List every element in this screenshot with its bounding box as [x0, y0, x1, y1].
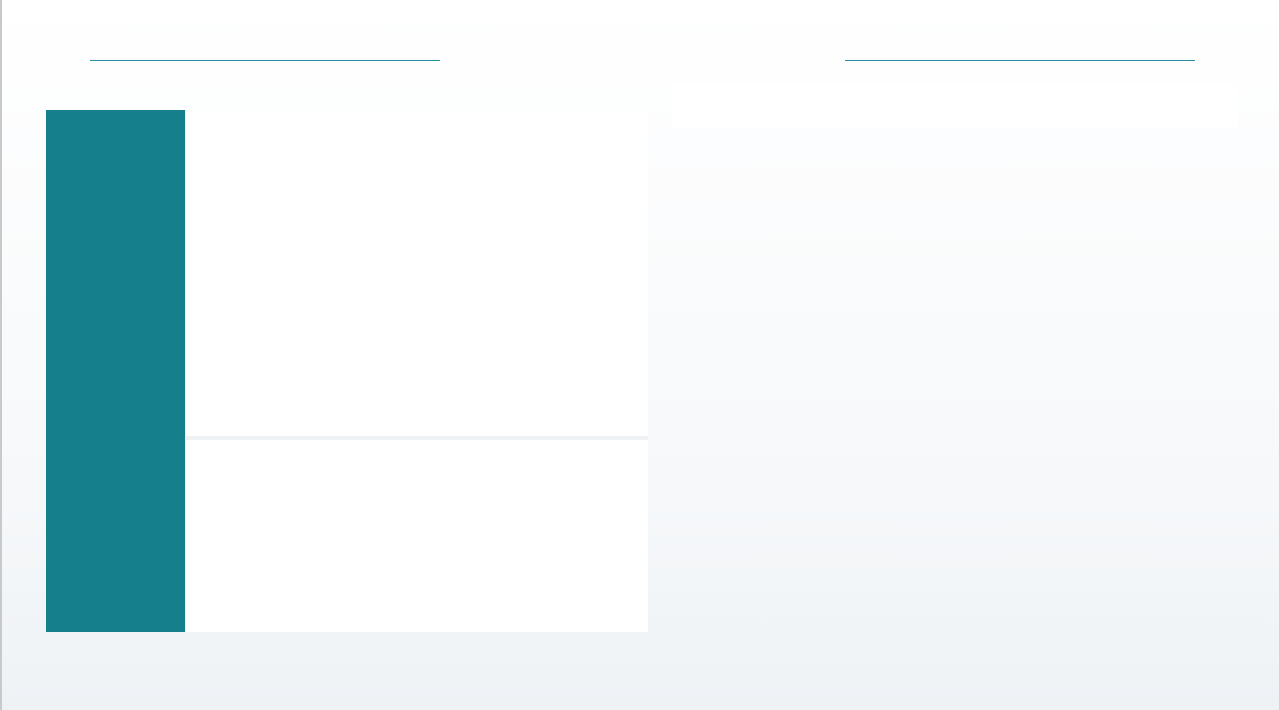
header-param	[848, 85, 1082, 127]
app-screenshot	[46, 110, 648, 632]
gauge-svg	[186, 110, 648, 436]
title-divider-right	[845, 60, 1195, 61]
realtime-panel	[186, 440, 648, 632]
header-location	[765, 85, 848, 127]
gauge-panel	[186, 110, 648, 436]
title-divider-left	[90, 60, 440, 61]
sidebar	[46, 110, 185, 632]
header-system	[673, 85, 765, 127]
requirements-table	[672, 84, 1238, 127]
header-requirement	[1082, 85, 1238, 127]
frame-border	[0, 0, 2, 710]
